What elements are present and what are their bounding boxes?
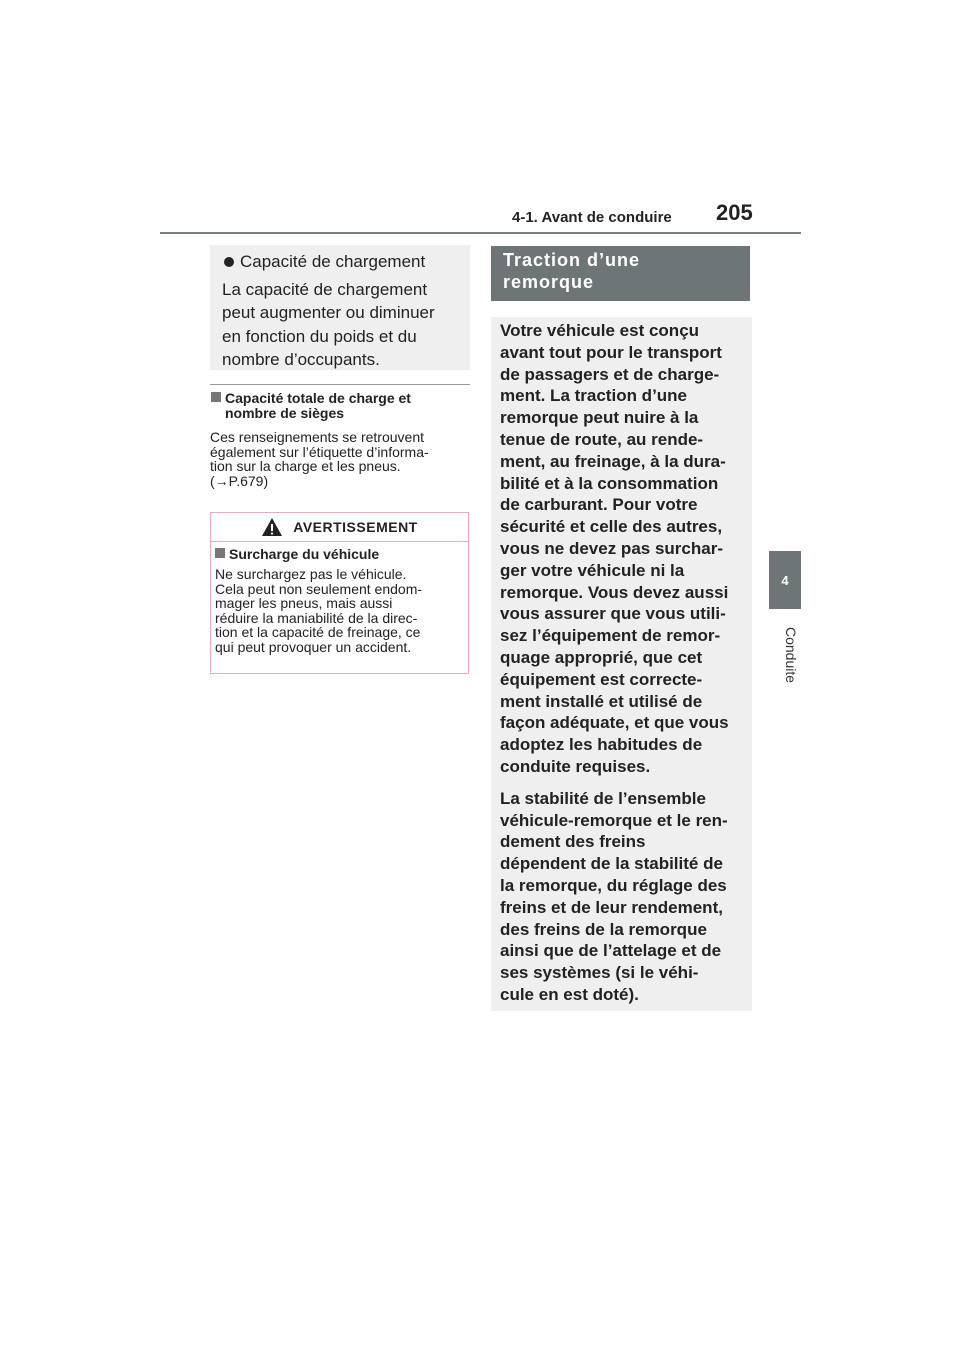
warning-body: Ne surchargez pas le véhicule. Cela peut non seulement endom- mager les pneus, mais aussi réduire la maniabilité de la direc- tion et la capacité de freinage, ce qui peut provoquer un accident. <box>215 566 423 655</box>
page-header-section: 4-1. Avant de conduire <box>512 209 672 226</box>
towing-title: Traction d’une remorque <box>491 246 750 301</box>
warning-subheading: Surcharge du véhicule <box>215 546 468 562</box>
capacity-line: La capacité de chargement <box>222 279 428 299</box>
warning-title: AVERTISSEMENT <box>293 519 418 535</box>
towing-paragraph-1: Votre véhicule est conçu avant tout pour le transport de passagers et de charge- ment. La traction d’une remorque peut nuire à la tenue de route, au rende- ment, au freinage, à la dura- bilité et à la consommation de carburant. Pour votre sécurité et celle des autres, vous ne devez pas surchar- ger votre véhicule ni la remorque. Vous devez aussi vous assurer que vous utili- sez l’équipement de remor- quage approprié, que cet équipement est correcte- ment installé et utilisé de façon adéquate, et que vous adoptez les habitudes de conduite requises. <box>500 321 729 776</box>
capacity-bullet-title: Capacité de chargement <box>240 252 426 271</box>
towing-body <box>491 317 752 1011</box>
total-capacity-body: Ces renseignements se retrouvent également sur l’étiquette d’informa- tion sur la charge et les pneus. (→P.679) <box>210 430 468 488</box>
total-capacity-heading: Capacité totale de charge et nombre de sièges <box>211 391 466 421</box>
capacity-line: en fonction du poids et du <box>222 326 417 346</box>
header-rule <box>160 232 801 234</box>
capacity-line: peut augmenter ou diminuer <box>222 303 435 322</box>
square-bullet-icon <box>215 548 225 558</box>
bullet-dot-icon <box>224 257 234 267</box>
warning-triangle-icon <box>261 517 283 537</box>
square-bullet-icon <box>211 392 221 402</box>
capacity-box <box>210 245 470 370</box>
warning-box <box>210 512 469 674</box>
page-reference-link[interactable]: (→P.679) <box>210 472 269 489</box>
capacity-line: nombre d’occupants. <box>222 350 380 369</box>
page-number: 205 <box>716 200 753 225</box>
towing-paragraph-2: La stabilité de l’ensemble véhicule-remorque et le ren- dement des freins dépendent de la stabilité de la remorque, du réglage des freins et de leur rendement, des freins de la remorque ainsi que de l’attelage et de ses systèmes (si le véhi- cule en est doté). <box>500 788 728 1004</box>
capacity-bullet <box>222 250 458 274</box>
section-rule <box>210 384 470 385</box>
chapter-label: Conduite <box>783 626 799 684</box>
warning-header <box>211 513 468 542</box>
chapter-tab: 4 <box>769 551 801 609</box>
